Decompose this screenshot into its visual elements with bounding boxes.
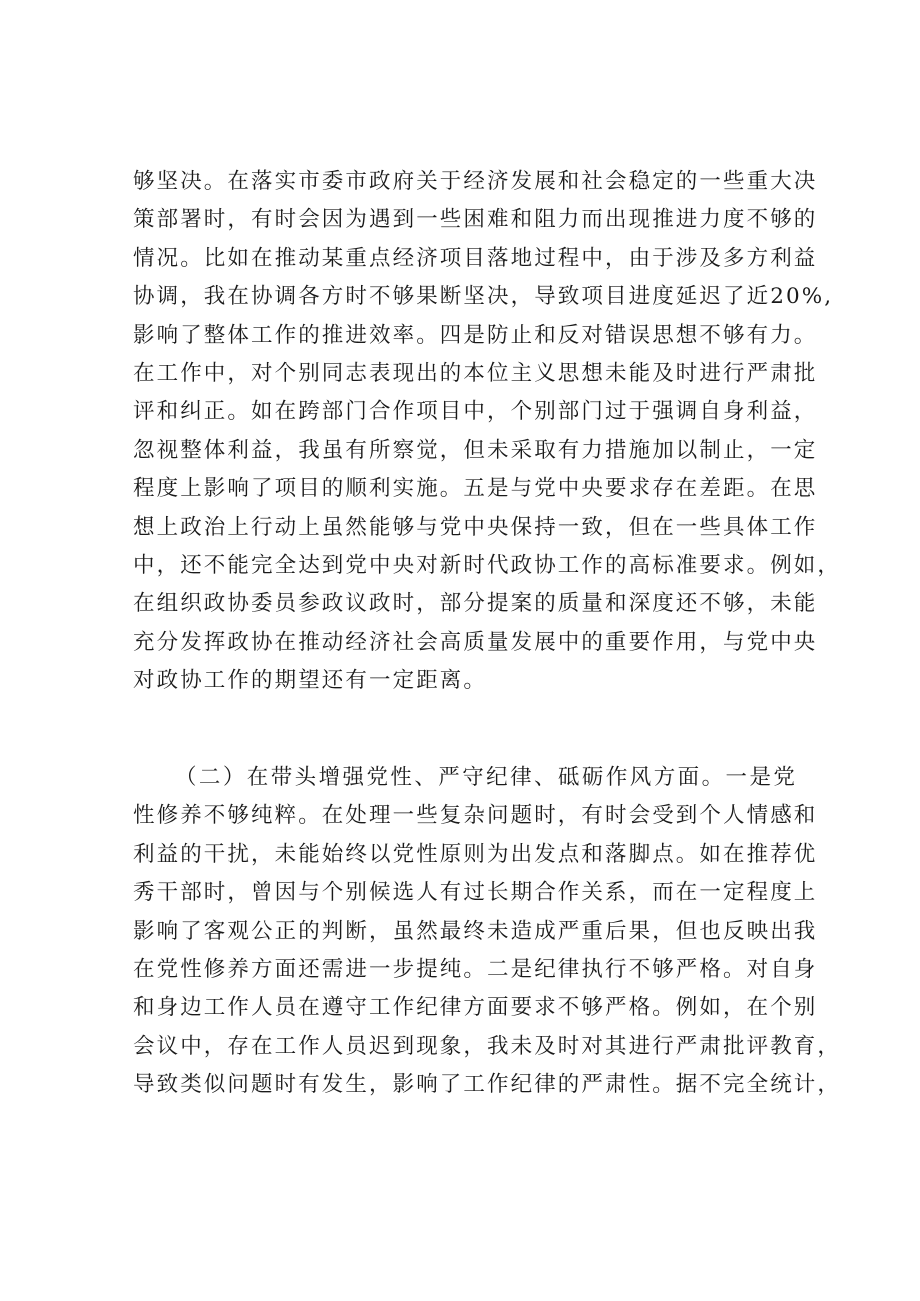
text-line: 够坚决。在落实市委市政府关于经济发展和社会稳定的一些重大决 (133, 169, 818, 194)
text-line: 影响了客观公正的判断，虽然最终未造成严重后果，但也反映出我 (133, 918, 818, 944)
text-line: 程度上影响了项目的顺利实施。五是与党中央要求存在差距。在思 (133, 476, 818, 502)
text-line: 对政协工作的期望还有一定距离。 (133, 668, 488, 694)
text-line: 中，还不能完全达到党中央对新时代政协工作的高标准要求。例如， (133, 552, 842, 578)
text-line: 和身边工作人员在遵守工作纪律方面要求不够严格。例如，在个别 (133, 995, 818, 1021)
paragraph-1 (133, 163, 842, 700)
text-line: 性修养不够纯粹。在处理一些复杂问题时，有时会受到个人情感和 (133, 803, 818, 829)
text-line: 评和纠正。如在跨部门合作项目中，个别部门过于强调自身利益， (133, 399, 818, 425)
text-line: 在党性修养方面还需进一步提纯。二是纪律执行不够严格。对自身 (133, 956, 818, 982)
text-line: 导致类似问题时有发生，影响了工作纪律的严肃性。据不完全统计， (133, 1072, 842, 1098)
text-line: 利益的干扰，未能始终以党性原则为出发点和落脚点。如在推荐优 (133, 841, 818, 867)
text-line: 策部署时，有时会因为遇到一些困难和阻力而出现推进力度不够的 (133, 207, 818, 233)
text-line: 在工作中，对个别同志表现出的本位主义思想未能及时进行严肃批 (133, 360, 818, 386)
text-line: 在组织政协委员参政议政时，部分提案的质量和深度还不够，未能 (133, 591, 818, 617)
text-line: 充分发挥政协在推动经济社会高质量发展中的重要作用，与党中央 (133, 629, 818, 655)
section-heading-line: （二）在带头增强党性、严守纪律、砥砺作风方面。一是党 (175, 765, 797, 790)
text-line: 会议中，存在工作人员迟到现象，我未及时对其进行严肃批评教育， (133, 1033, 842, 1059)
text-line: 忽视整体利益，我虽有所察觉，但未采取有力措施加以制止，一定 (133, 437, 818, 463)
text-line: 情况。比如在推动某重点经济项目落地过程中，由于涉及多方利益 (133, 245, 818, 271)
text-line: 想上政治上行动上虽然能够与党中央保持一致，但在一些具体工作 (133, 514, 818, 540)
text-line: 影响了整体工作的推进效率。四是防止和反对错误思想不够有力。 (133, 322, 818, 348)
text-line: 协调，我在协调各方时不够果断坚决，导致项目进度延迟了近20%, (133, 284, 834, 310)
paragraph-2 (133, 759, 842, 1105)
text-line: 秀干部时，曾因与个别候选人有过长期合作关系，而在一定程度上 (133, 880, 818, 906)
